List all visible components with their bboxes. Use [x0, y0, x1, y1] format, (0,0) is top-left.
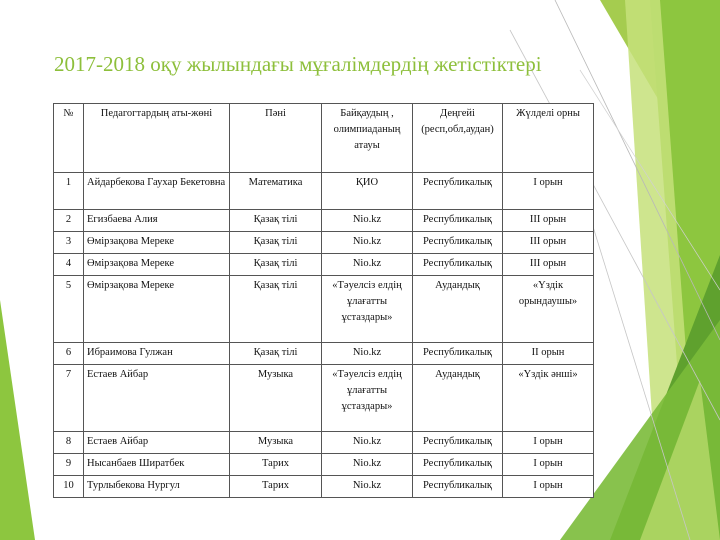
cell-place: «Үздік орындаушы» [503, 276, 594, 343]
cell-competition: ҚИО [322, 173, 413, 210]
cell-level: Республикалық [413, 343, 503, 365]
cell-subject: Қазақ тілі [230, 210, 322, 232]
cell-competition: Nio.kz [322, 432, 413, 454]
cell-level: Республикалық [413, 173, 503, 210]
cell-place: III орын [503, 210, 594, 232]
cell-subject: Тарих [230, 454, 322, 476]
cell-place: I орын [503, 432, 594, 454]
table-row [54, 476, 594, 498]
cell-number: 7 [54, 365, 84, 432]
cell-number: 3 [54, 232, 84, 254]
cell-number: 4 [54, 254, 84, 276]
table-row [54, 454, 594, 476]
cell-level: Республикалық [413, 254, 503, 276]
cell-subject: Музыка [230, 432, 322, 454]
cell-competition: «Тәуелсіз елдің ұлағатты ұстаздары» [322, 276, 413, 343]
cell-place: II орын [503, 343, 594, 365]
cell-number: 2 [54, 210, 84, 232]
header-teacher-name: Педагогтардың аты-жөні [84, 104, 230, 173]
table-row [54, 210, 594, 232]
cell-competition: Nio.kz [322, 343, 413, 365]
cell-competition: Nio.kz [322, 454, 413, 476]
cell-level: Республикалық [413, 454, 503, 476]
cell-subject: Математика [230, 173, 322, 210]
cell-competition: Nio.kz [322, 254, 413, 276]
cell-number: 9 [54, 454, 84, 476]
cell-teacher-name: Айдарбекова Гаухар Бекетовна [84, 173, 230, 210]
cell-place: III орын [503, 232, 594, 254]
cell-place: I орын [503, 454, 594, 476]
cell-subject: Қазақ тілі [230, 276, 322, 343]
cell-teacher-name: Егизбаева Алия [84, 210, 230, 232]
cell-place: «Үздік әнші» [503, 365, 594, 432]
cell-place: I орын [503, 173, 594, 210]
table-row [54, 254, 594, 276]
cell-level: Республикалық [413, 232, 503, 254]
table-row [54, 173, 594, 210]
table-row [54, 232, 594, 254]
cell-teacher-name: Өмірзақова Мереке [84, 254, 230, 276]
cell-level: Аудандық [413, 276, 503, 343]
cell-number: 8 [54, 432, 84, 454]
bottom-left-green-shape [0, 300, 35, 540]
cell-teacher-name: Өмірзақова Мереке [84, 276, 230, 343]
cell-subject: Музыка [230, 365, 322, 432]
table-row [54, 343, 594, 365]
header-competition: Байқаудың , олимпиаданың атауы [322, 104, 413, 173]
table-row [54, 276, 594, 343]
cell-level: Аудандық [413, 365, 503, 432]
cell-competition: Nio.kz [322, 232, 413, 254]
cell-competition: Nio.kz [322, 210, 413, 232]
cell-competition: Nio.kz [322, 476, 413, 498]
cell-number: 10 [54, 476, 84, 498]
cell-teacher-name: Өмірзақова Мереке [84, 232, 230, 254]
cell-teacher-name: Турлыбекова Нургул [84, 476, 230, 498]
cell-subject: Тарих [230, 476, 322, 498]
header-place: Жүлделі орны [503, 104, 594, 173]
header-number: № [54, 104, 84, 173]
table-header-row [54, 104, 594, 173]
cell-subject: Қазақ тілі [230, 343, 322, 365]
table-row [54, 432, 594, 454]
cell-teacher-name: Нысанбаев Ширатбек [84, 454, 230, 476]
cell-number: 5 [54, 276, 84, 343]
cell-teacher-name: Ибраимова Гулжан [84, 343, 230, 365]
header-level: Деңгейі (респ,обл,аудан) [413, 104, 503, 173]
cell-subject: Қазақ тілі [230, 232, 322, 254]
slide-title: 2017-2018 оқу жылындағы мұғалімдердің жетістіктері [54, 52, 542, 76]
cell-place: III орын [503, 254, 594, 276]
cell-level: Республикалық [413, 210, 503, 232]
cell-place: I орын [503, 476, 594, 498]
cell-level: Республикалық [413, 476, 503, 498]
cell-competition: «Тәуелсіз елдің ұлағатты ұстаздары» [322, 365, 413, 432]
header-subject: Пәні [230, 104, 322, 173]
cell-teacher-name: Естаев Айбар [84, 365, 230, 432]
cell-teacher-name: Естаев Айбар [84, 432, 230, 454]
cell-subject: Қазақ тілі [230, 254, 322, 276]
achievements-table [53, 103, 594, 498]
cell-number: 1 [54, 173, 84, 210]
cell-level: Республикалық [413, 432, 503, 454]
cell-number: 6 [54, 343, 84, 365]
table-row [54, 365, 594, 432]
